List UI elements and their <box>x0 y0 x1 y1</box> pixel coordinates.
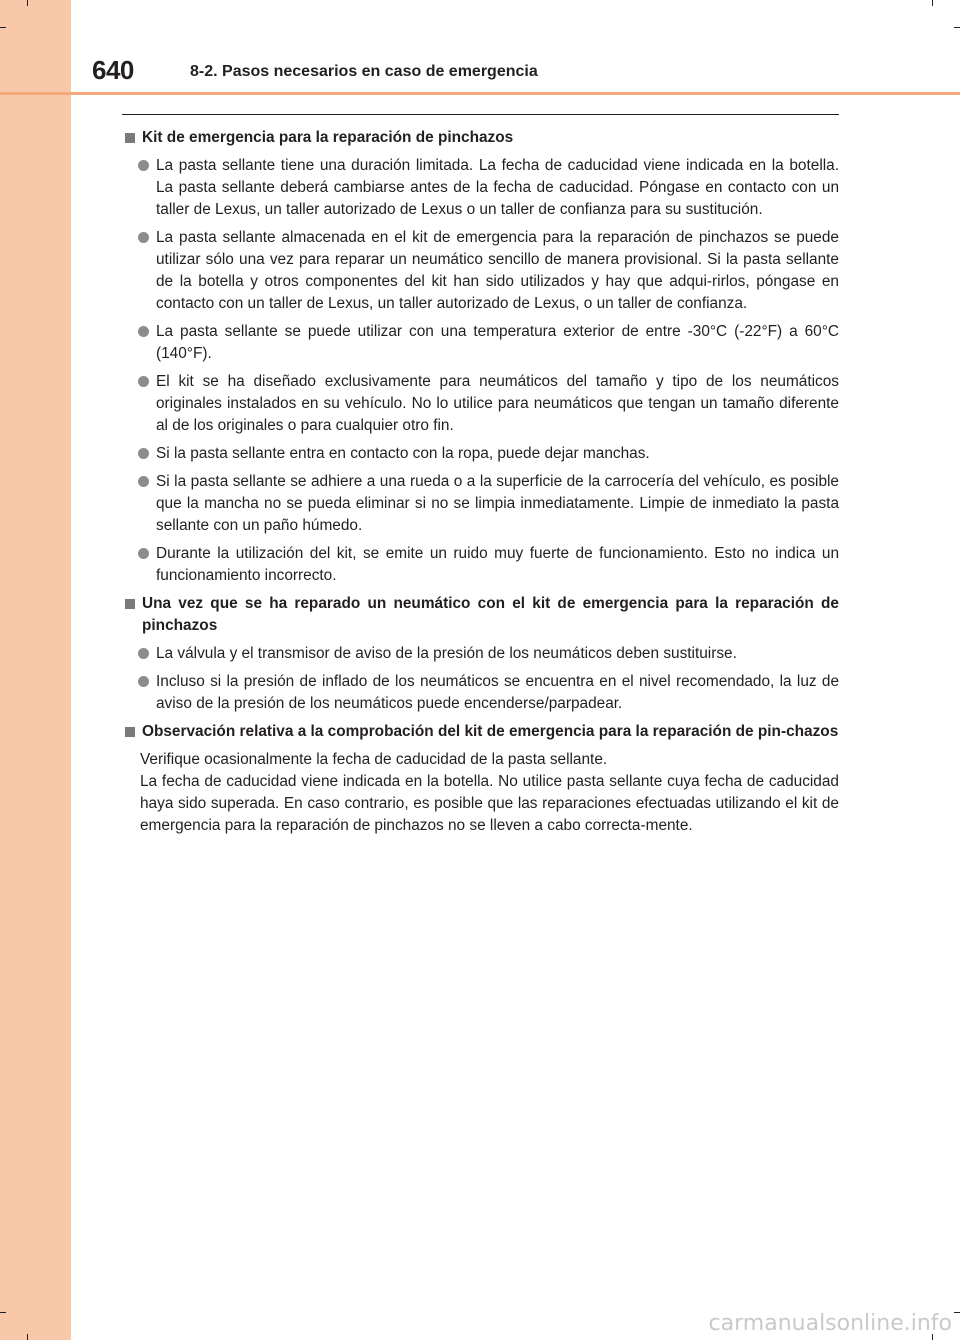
paragraph-block <box>140 749 839 837</box>
list-item: Si la pasta sellante se adhiere a una rueda o a la superficie de la carrocería del vehículo, es posible que la mancha no se pueda eliminar si no se limpia inmediatamente. Limpie de inmediato la pasta sellante con un paño húmedo. <box>138 471 839 537</box>
circle-bullet-icon <box>138 326 149 337</box>
list-item: La pasta sellante se puede utilizar con una temperatura exterior de entre -30°C (-22°F) a 60°C (140°F). <box>138 321 839 365</box>
list-item: La válvula y el transmisor de aviso de la presión de los neumáticos deben sustituirse. <box>138 643 839 665</box>
list-item: Incluso si la presión de inflado de los neumáticos se encuentra en el nivel recomendado, la luz de aviso de la presión de los neumáticos puede encenderse/parpadear. <box>138 671 839 715</box>
crop-mark-bottom-left-v <box>27 1334 28 1340</box>
section-title: 8-2. Pasos necesarios en caso de emergencia <box>190 63 538 80</box>
crop-mark-top-right-v <box>932 0 933 6</box>
circle-bullet-icon <box>138 448 149 459</box>
list-item: La pasta sellante tiene una duración limitada. La fecha de caducidad viene indicada en la botella. La pasta sellante deberá cambiarse antes de la fecha de caducidad. Póngase en contacto con un taller de Lexus, un taller autorizado de Lexus o un taller de confianza para su sustitución. <box>138 155 839 221</box>
circle-bullet-icon <box>138 476 149 487</box>
header-rule <box>0 92 960 95</box>
content-top-rule <box>122 114 839 115</box>
crop-mark-top-left-v <box>27 0 28 6</box>
page-number: 640 <box>92 55 134 85</box>
square-bullet-icon <box>125 133 135 143</box>
crop-mark-top-right-h <box>954 27 960 28</box>
list-item: Si la pasta sellante entra en contacto con la ropa, puede dejar manchas. <box>138 443 839 465</box>
list-item: La pasta sellante almacenada en el kit de emergencia para la reparación de pinchazos se puede utilizar sólo una vez para reparar un neumático sencillo de manera provisional. Si la pasta sellante de la botella y otros componentes del kit han sido utilizados y hay que adqui-rirlos, póngase en contacto con un taller de Lexus, un taller autorizado de Lexus, o un taller de confianza. <box>138 227 839 315</box>
circle-bullet-icon <box>138 232 149 243</box>
list-item: Durante la utilización del kit, se emite un ruido muy fuerte de funcionamiento. Esto no indica un funcionamiento incorrecto. <box>138 543 839 587</box>
circle-bullet-icon <box>138 676 149 687</box>
circle-bullet-icon <box>138 648 149 659</box>
watermark: carmanualsonline.info <box>708 1311 952 1336</box>
crop-mark-top-left-h <box>0 27 6 28</box>
crop-mark-bottom-right-h <box>954 1312 960 1313</box>
paragraph: Verifique ocasionalmente la fecha de caducidad de la pasta sellante. <box>140 751 608 768</box>
page-content <box>122 127 839 837</box>
square-bullet-icon <box>125 727 135 737</box>
circle-bullet-icon <box>138 376 149 387</box>
section-heading-after-repair: Una vez que se ha reparado un neumático con el kit de emergencia para la reparación de pinchazos <box>122 593 839 637</box>
list-item: El kit se ha diseñado exclusivamente para neumáticos del tamaño y tipo de los neumáticos originales instalados en su vehículo. No lo utilice para neumáticos que tengan un tamaño diferente al de los originales o para cualquier otro fin. <box>138 371 839 437</box>
circle-bullet-icon <box>138 160 149 171</box>
square-bullet-icon <box>125 599 135 609</box>
side-color-band <box>0 0 71 1340</box>
circle-bullet-icon <box>138 548 149 559</box>
section-heading-kit: Kit de emergencia para la reparación de pinchazos <box>122 127 839 149</box>
section-heading-check-kit: Observación relativa a la comprobación del kit de emergencia para la reparación de pin-chazos <box>122 721 839 743</box>
paragraph: La fecha de caducidad viene indicada en la botella. No utilice pasta sellante cuya fecha de caducidad haya sido superada. En caso contrario, es posible que las reparaciones efectuadas utilizando el kit de emergencia para la reparación de pinchazos no se lleven a cabo correcta-mente. <box>140 773 839 834</box>
crop-mark-bottom-left-h <box>0 1312 6 1313</box>
